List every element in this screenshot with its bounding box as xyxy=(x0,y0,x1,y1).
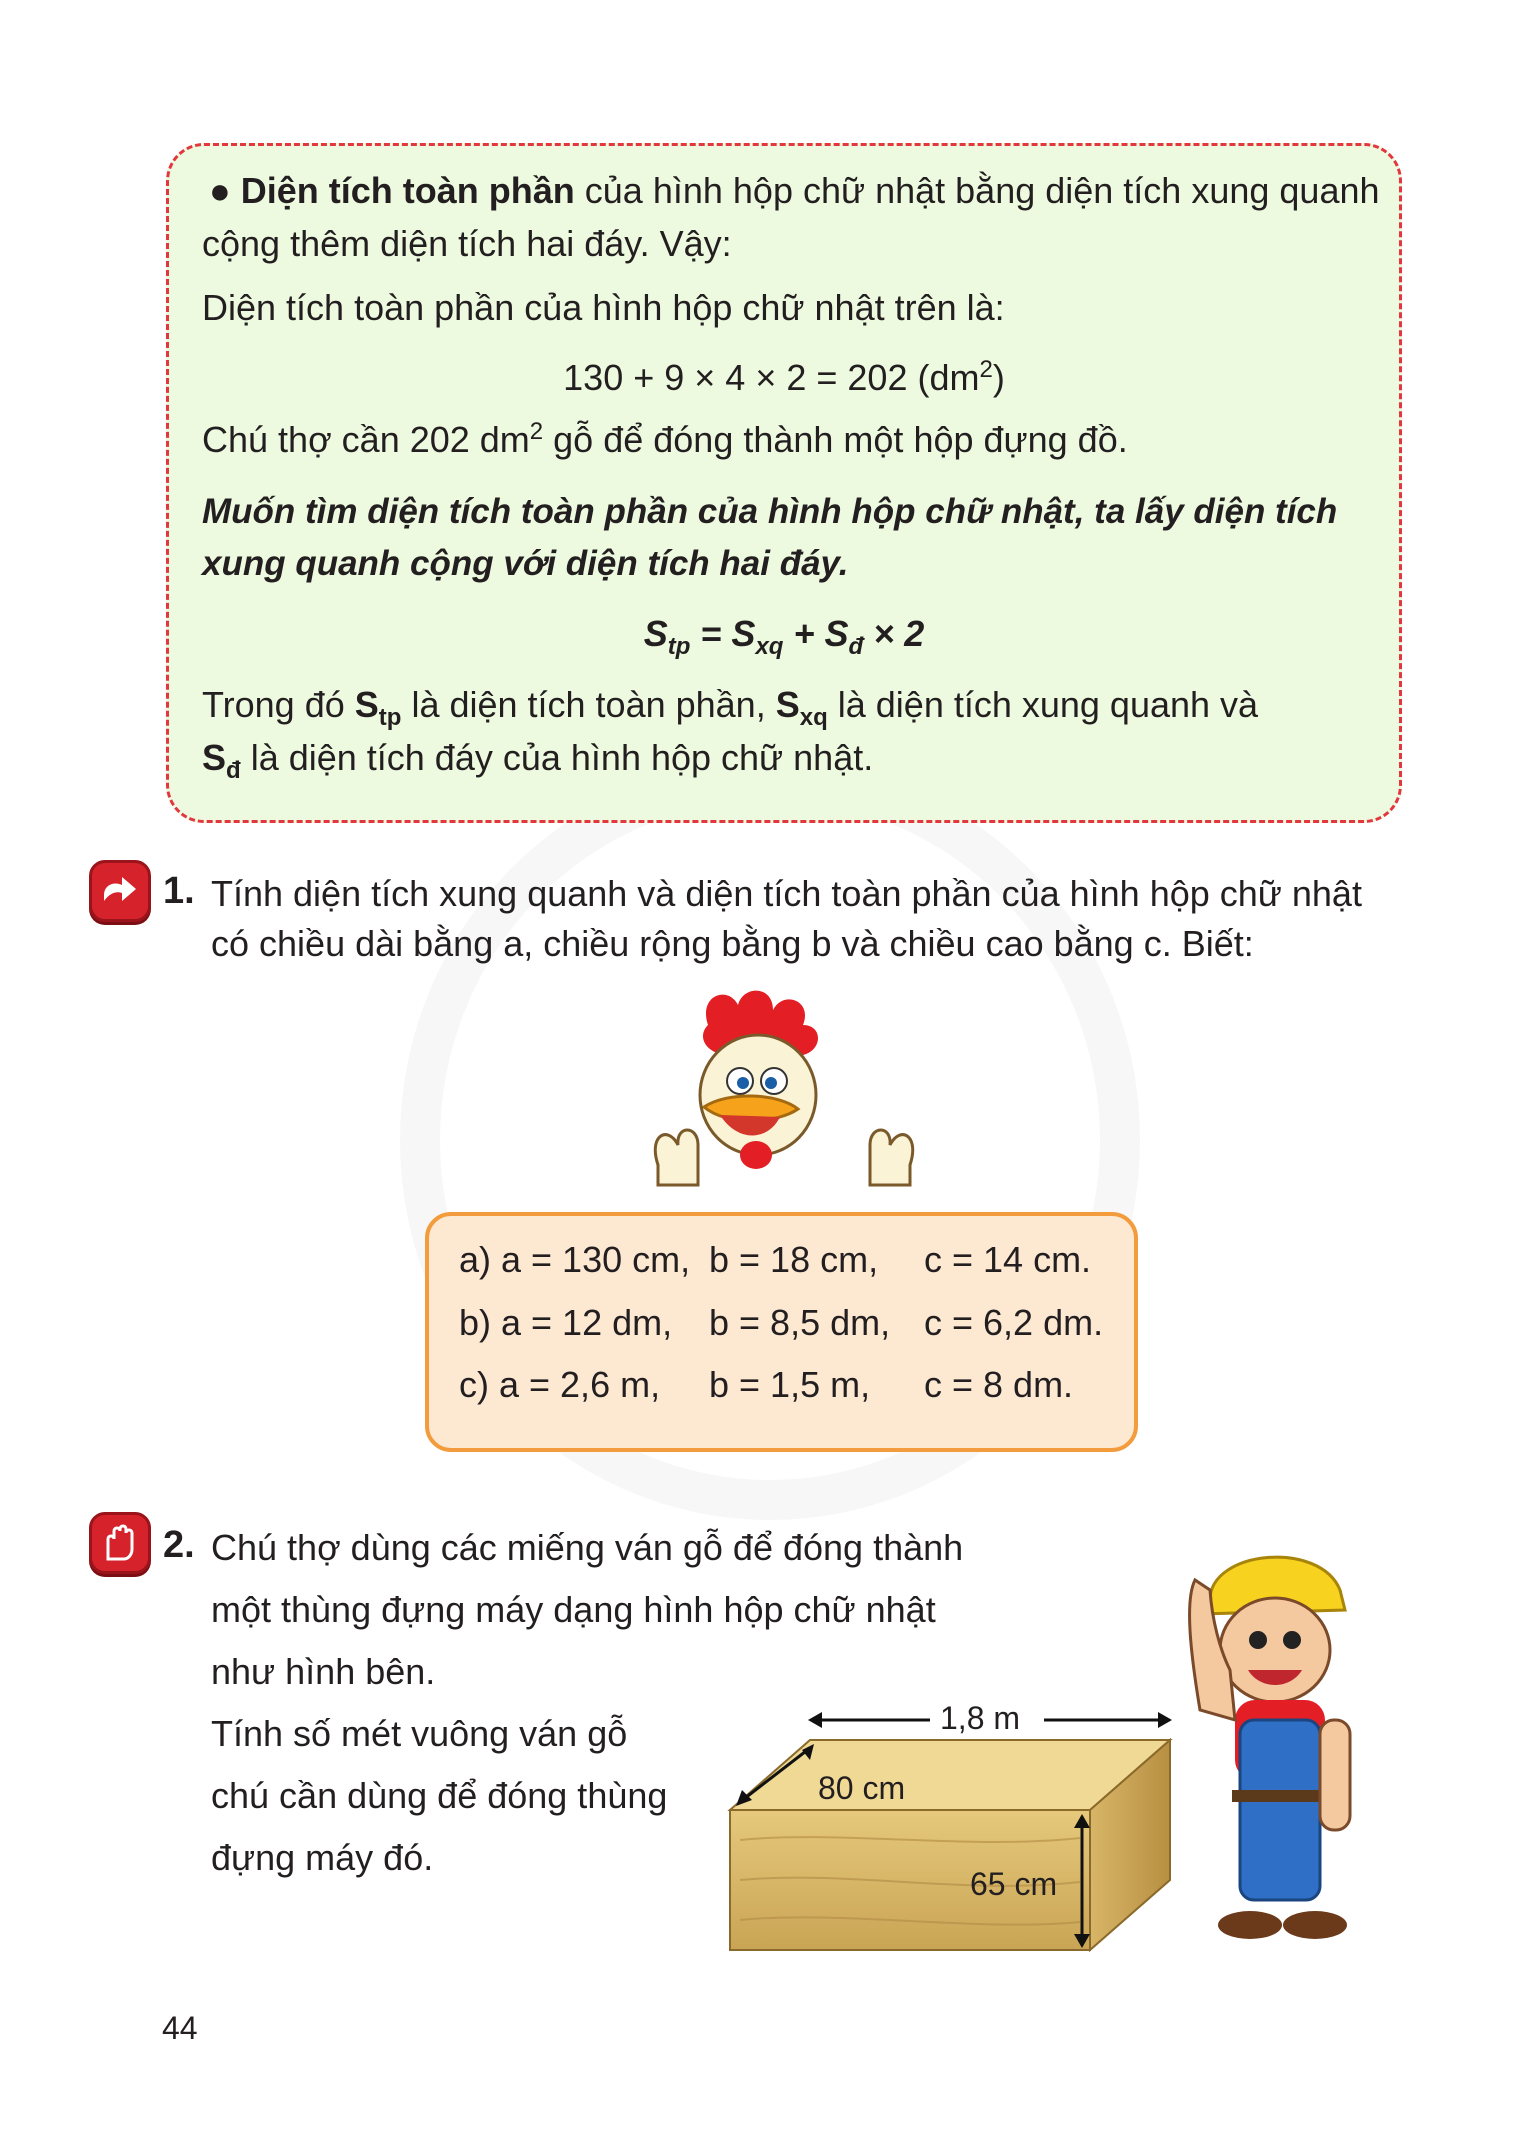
exercise-1-line-2: có chiều dài bằng a, chiều rộng bằng b và chiều cao bằng c. Biết: xyxy=(211,923,1254,964)
dimension-width-label: 80 cm xyxy=(818,1770,906,1806)
exercise-1-line-1: Tính diện tích xung quanh và diện tích toàn phần của hình hộp chữ nhật xyxy=(211,873,1362,914)
exercise-2-line-1: Chú thợ dùng các miếng ván gỗ để đóng thành xyxy=(211,1527,964,1568)
exercise-1-icon xyxy=(89,860,151,922)
exercise-2-line-2: một thùng đựng máy dạng hình hộp chữ nhật xyxy=(211,1589,936,1630)
bullet-icon: ● xyxy=(209,170,231,211)
dimension-height-label: 65 cm xyxy=(970,1866,1058,1902)
theory-box xyxy=(166,143,1402,823)
theory-line-5: Chú thợ cần 202 $dm^2$ gỗ để đóng thành một hộp đựng đồ. xyxy=(202,418,1128,460)
exercise-2-line-6: đựng máy đó. xyxy=(211,1837,434,1878)
page-number: 44 xyxy=(162,2010,198,2046)
worker-illustration xyxy=(1140,1540,1380,1960)
formula: $S_{tp} = S_{xq} + S_đ \times 2$ xyxy=(643,613,925,661)
exercise-2-line-3: như hình bên. xyxy=(211,1651,436,1692)
theory-line-2: cộng thêm diện tích hai đáy. Vậy: xyxy=(202,223,732,264)
exercise-1-answer-box: a) a = 130 cm, b = 18 cm, c = 14 cm. b) a = 12 dm, b = 8,5 dm, c = 6,2 dm. c) a = 2,6 m, b = 1,5 m, c = 8 dm. xyxy=(425,1212,1138,1452)
exercise-2-line-4: Tính số mét vuông ván gỗ xyxy=(211,1713,628,1754)
where-line-1: Trong đó $S_{tp}$ là diện tích toàn phần, $S_{xq}$ là diện tích xung quanh và xyxy=(202,684,1259,732)
exercise-2-line-5: chú cần dùng để đóng thùng xyxy=(211,1775,668,1816)
where-line-2: $S_đ$ là diện tích đáy của hình hộp chữ nhật. xyxy=(202,737,874,785)
theory-line-1: ● Diện tích toàn phần của hình hộp chữ nhật bằng diện tích xung quanh xyxy=(209,170,1380,211)
term-total-area: Diện tích toàn phần xyxy=(240,170,575,211)
rooster-mascot-illustration xyxy=(628,985,940,1225)
rule-line-2: xung quanh cộng với diện tích hai đáy. xyxy=(202,544,849,583)
exercise-1-number: 1. xyxy=(163,870,195,912)
rule-line-1: Muốn tìm diện tích toàn phần của hình hộp chữ nhật, ta lấy diện tích xyxy=(202,492,1338,531)
exercise-2-number: 2. xyxy=(163,1524,195,1566)
calculation: 130 + 9 × 4 × 2 = 202 $(dm^2)$ xyxy=(563,356,1005,398)
wooden-box-illustration xyxy=(720,1700,1180,1960)
theory-line-3: Diện tích toàn phần của hình hộp chữ nhật trên là: xyxy=(202,287,1005,328)
exercise-2-icon xyxy=(89,1512,151,1574)
dimension-length-label: 1,8 m xyxy=(940,1700,1021,1736)
